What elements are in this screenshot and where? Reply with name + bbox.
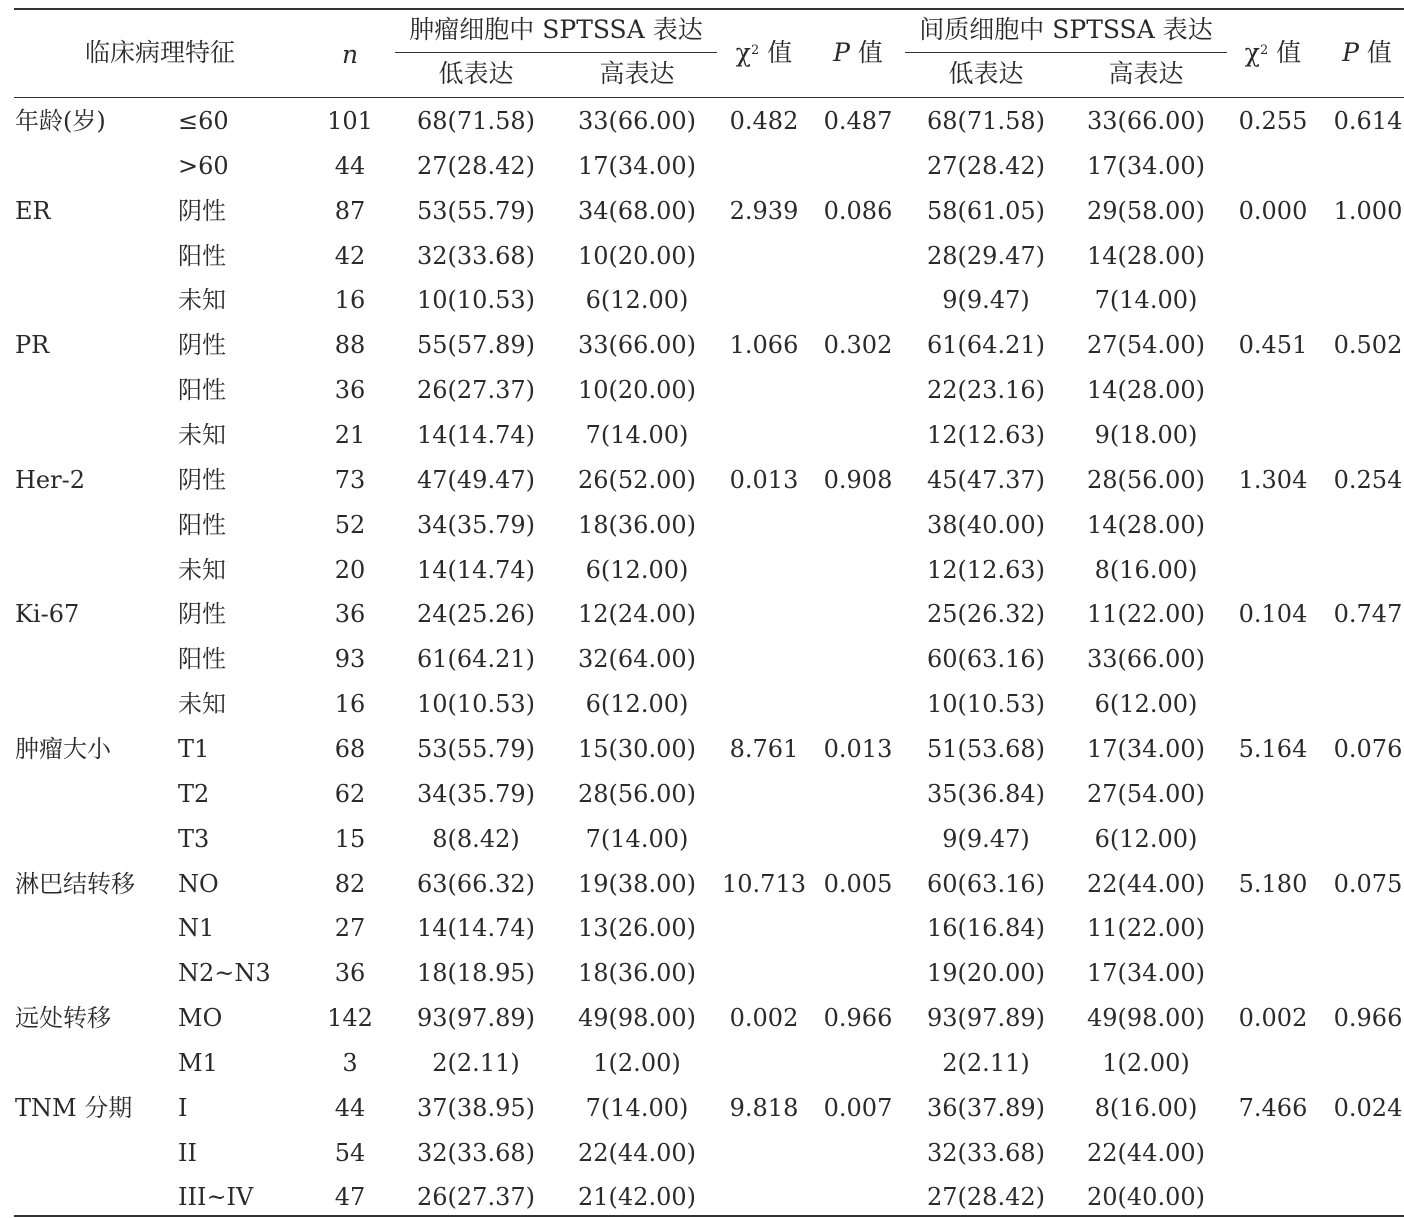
- cell-stroma-chi2: 0.002: [1238, 1004, 1308, 1032]
- cell-stroma-high: 17(34.00): [1087, 959, 1205, 988]
- cell-stroma-low: 25(26.32): [927, 600, 1045, 629]
- cell-n: 42: [334, 241, 366, 270]
- cell-stroma-chi2: 0.000: [1238, 196, 1308, 225]
- cell-stroma-low: 32(33.68): [927, 1138, 1045, 1167]
- cell-tumor-high: 10(20.00): [578, 376, 696, 405]
- cell-tumor-high: 32(64.00): [578, 645, 696, 674]
- cell-feature: 肿瘤大小: [15, 734, 111, 763]
- chi-superscript: 2: [750, 43, 760, 58]
- value-suffix: 值: [1366, 38, 1392, 67]
- cell-n: 62: [334, 779, 366, 808]
- cell-subgroup: >60: [178, 151, 229, 180]
- cell-stroma-high: 17(34.00): [1087, 151, 1205, 180]
- cell-tumor-high: 21(42.00): [578, 1183, 696, 1212]
- cell-subgroup: T1: [178, 734, 210, 763]
- cell-stroma-chi2: 0.104: [1238, 600, 1308, 629]
- cell-stroma-low: 51(53.68): [927, 734, 1045, 763]
- cell-stroma-low: 9(9.47): [942, 286, 1030, 315]
- cell-stroma-p: 0.614: [1333, 107, 1403, 135]
- header-stroma-low: 低表达: [948, 59, 1024, 88]
- header-stroma-high: 高表达: [1108, 59, 1184, 88]
- cell-tumor-low: 26(27.37): [417, 1183, 535, 1212]
- cell-tumor-low: 8(8.42): [432, 824, 520, 853]
- cell-stroma-low: 12(12.63): [927, 555, 1045, 584]
- cell-tumor-chi2: 1.066: [729, 331, 799, 360]
- cell-subgroup: 未知: [178, 286, 226, 315]
- p-symbol: P: [833, 38, 850, 67]
- cell-tumor-high: 18(36.00): [578, 959, 696, 988]
- cell-stroma-low: 36(37.89): [927, 1093, 1045, 1122]
- cell-n: 15: [334, 824, 366, 853]
- cell-tumor-low: 10(10.53): [417, 286, 535, 315]
- cell-tumor-high: 18(36.00): [578, 510, 696, 539]
- cell-stroma-high: 6(12.00): [1094, 690, 1198, 719]
- cell-subgroup: III~IV: [178, 1183, 254, 1212]
- cell-tumor-high: 13(26.00): [578, 914, 696, 943]
- cell-tumor-chi2: 0.482: [729, 107, 799, 135]
- cell-tumor-low: 32(33.68): [417, 241, 535, 270]
- cell-subgroup: 未知: [178, 420, 226, 449]
- cell-subgroup: 阴性: [178, 465, 226, 494]
- cell-stroma-p: 0.502: [1333, 331, 1403, 360]
- cell-tumor-chi2: 8.761: [729, 734, 799, 763]
- cell-tumor-low: 53(55.79): [417, 196, 535, 225]
- cell-n: 54: [334, 1138, 366, 1167]
- cell-tumor-low: 63(66.32): [417, 869, 535, 898]
- cell-stroma-high: 22(44.00): [1087, 869, 1205, 898]
- cell-tumor-low: 34(35.79): [417, 779, 535, 808]
- header-stroma-group: 间质细胞中 SPTSSA 表达: [919, 15, 1213, 44]
- cell-feature: 年龄(岁): [15, 107, 106, 135]
- cell-tumor-low: 14(14.74): [417, 555, 535, 584]
- chi-symbol: χ: [735, 38, 751, 67]
- cell-stroma-high: 6(12.00): [1094, 824, 1198, 853]
- header-stroma-p: [1342, 38, 1392, 68]
- cell-n: 16: [334, 690, 366, 719]
- cell-tumor-p: 0.086: [823, 196, 893, 225]
- header-bottom-rule: [14, 97, 1404, 98]
- cell-stroma-low: 10(10.53): [927, 690, 1045, 719]
- cell-stroma-low: 45(47.37): [927, 465, 1045, 494]
- cell-tumor-chi2: 2.939: [729, 196, 799, 225]
- value-suffix: 值: [767, 38, 793, 67]
- p-symbol: P: [1342, 38, 1359, 67]
- cell-tumor-low: 68(71.58): [417, 107, 535, 135]
- cell-stroma-low: 35(36.84): [927, 779, 1045, 808]
- cell-feature: PR: [15, 331, 50, 360]
- cell-n: 82: [334, 869, 366, 898]
- cell-stroma-high: 14(28.00): [1087, 376, 1205, 405]
- cell-tumor-p: 0.013: [823, 734, 893, 763]
- header-feature: 临床病理特征: [84, 38, 236, 67]
- cell-stroma-p: 0.024: [1333, 1093, 1403, 1122]
- cell-tumor-high: 33(66.00): [578, 107, 696, 135]
- cell-n: 68: [334, 734, 366, 763]
- cell-n: 52: [334, 510, 366, 539]
- cell-subgroup: I: [178, 1093, 188, 1122]
- cell-stroma-low: 19(20.00): [927, 959, 1045, 988]
- cell-subgroup: ≤60: [178, 107, 229, 135]
- cell-subgroup: 阳性: [178, 376, 226, 405]
- cell-stroma-low: 28(29.47): [927, 241, 1045, 270]
- cell-tumor-low: 24(25.26): [417, 600, 535, 629]
- cell-tumor-p: 0.908: [823, 465, 893, 494]
- cell-n: 88: [334, 331, 366, 360]
- cell-stroma-high: 17(34.00): [1087, 734, 1205, 763]
- cell-tumor-chi2: 10.713: [722, 869, 806, 898]
- cell-subgroup: 阳性: [178, 241, 226, 270]
- cell-tumor-p: 0.487: [823, 107, 893, 135]
- cell-stroma-low: 61(64.21): [927, 331, 1045, 360]
- cell-n: 36: [334, 600, 366, 629]
- cell-n: 21: [334, 420, 366, 449]
- cell-stroma-high: 1(2.00): [1102, 1048, 1190, 1077]
- cell-feature: TNM 分期: [15, 1093, 133, 1122]
- cell-stroma-p: 0.076: [1333, 734, 1403, 763]
- cell-stroma-low: 9(9.47): [942, 824, 1030, 853]
- cell-feature: ER: [15, 196, 51, 225]
- cell-tumor-low: 27(28.42): [417, 151, 535, 180]
- cell-tumor-high: 7(14.00): [585, 420, 689, 449]
- cell-tumor-low: 10(10.53): [417, 690, 535, 719]
- cell-tumor-high: 49(98.00): [578, 1004, 696, 1032]
- cell-subgroup: 阴性: [178, 331, 226, 360]
- cell-tumor-chi2: 0.002: [729, 1004, 799, 1032]
- cell-stroma-high: 28(56.00): [1087, 465, 1205, 494]
- cell-stroma-low: 27(28.42): [927, 1183, 1045, 1212]
- cell-tumor-low: 2(2.11): [432, 1048, 520, 1077]
- cell-subgroup: 未知: [178, 690, 226, 719]
- cell-subgroup: 阳性: [178, 645, 226, 674]
- cell-stroma-chi2: 0.451: [1238, 331, 1308, 360]
- cell-stroma-high: 8(16.00): [1094, 1093, 1198, 1122]
- cell-stroma-high: 11(22.00): [1087, 914, 1205, 943]
- cell-stroma-low: 12(12.63): [927, 420, 1045, 449]
- cell-n: 27: [334, 914, 366, 943]
- cell-tumor-high: 15(30.00): [578, 734, 696, 763]
- cell-subgroup: M1: [178, 1048, 218, 1077]
- cell-tumor-low: 53(55.79): [417, 734, 535, 763]
- top-rule: [14, 8, 1404, 10]
- cell-subgroup: II: [178, 1138, 197, 1167]
- cell-tumor-low: 14(14.74): [417, 420, 535, 449]
- cell-stroma-high: 7(14.00): [1094, 286, 1198, 315]
- cell-stroma-low: 68(71.58): [927, 107, 1045, 135]
- cell-tumor-low: 32(33.68): [417, 1138, 535, 1167]
- cell-tumor-high: 7(14.00): [585, 824, 689, 853]
- cell-tumor-high: 6(12.00): [585, 690, 689, 719]
- cell-n: 16: [334, 286, 366, 315]
- cell-n: 36: [334, 376, 366, 405]
- cell-tumor-high: 1(2.00): [593, 1048, 681, 1077]
- cell-stroma-low: 16(16.84): [927, 914, 1045, 943]
- cell-stroma-low: 38(40.00): [927, 510, 1045, 539]
- cell-stroma-p: 0.254: [1333, 465, 1403, 494]
- bottom-rule: [14, 1215, 1404, 1217]
- header-tumor-low: 低表达: [438, 59, 514, 88]
- cell-subgroup: 阳性: [178, 510, 226, 539]
- cell-stroma-high: 8(16.00): [1094, 555, 1198, 584]
- cell-subgroup: NO: [178, 869, 219, 898]
- cell-stroma-high: 9(18.00): [1094, 420, 1198, 449]
- header-tumor-chi: [736, 38, 792, 68]
- cell-feature: 远处转移: [15, 1004, 111, 1032]
- cell-stroma-low: 27(28.42): [927, 151, 1045, 180]
- cell-tumor-high: 34(68.00): [578, 196, 696, 225]
- cell-stroma-high: 29(58.00): [1087, 196, 1205, 225]
- header-stroma-chi: [1245, 38, 1301, 68]
- cell-stroma-high: 22(44.00): [1087, 1138, 1205, 1167]
- cell-tumor-p: 0.966: [823, 1004, 893, 1032]
- cell-tumor-p: 0.007: [823, 1093, 893, 1122]
- cell-n: 142: [327, 1004, 373, 1032]
- cell-subgroup: N1: [178, 914, 215, 943]
- header-tumor-p: [833, 38, 883, 68]
- cell-stroma-high: 27(54.00): [1087, 779, 1205, 808]
- cell-stroma-high: 14(28.00): [1087, 510, 1205, 539]
- cell-stroma-low: 58(61.05): [927, 196, 1045, 225]
- cell-stroma-p: 0.966: [1333, 1004, 1403, 1032]
- cell-n: 20: [334, 555, 366, 584]
- cell-tumor-low: 61(64.21): [417, 645, 535, 674]
- cell-feature: 淋巴结转移: [15, 869, 135, 898]
- cell-tumor-high: 10(20.00): [578, 241, 696, 270]
- cell-subgroup: T2: [178, 779, 210, 808]
- cell-stroma-chi2: 0.255: [1238, 107, 1308, 135]
- cell-stroma-high: 20(40.00): [1087, 1183, 1205, 1212]
- cell-stroma-high: 11(22.00): [1087, 600, 1205, 629]
- cell-n: 87: [334, 196, 366, 225]
- cell-n: 101: [327, 107, 373, 135]
- chi-symbol: χ: [1244, 38, 1260, 67]
- header-n: n: [341, 40, 359, 69]
- cell-tumor-p: 0.005: [823, 869, 893, 898]
- cell-stroma-low: 93(97.89): [927, 1004, 1045, 1032]
- cell-stroma-low: 60(63.16): [927, 869, 1045, 898]
- cell-n: 44: [334, 151, 366, 180]
- cell-tumor-low: 18(18.95): [417, 959, 535, 988]
- header-tumor-high: 高表达: [599, 59, 675, 88]
- cell-tumor-low: 34(35.79): [417, 510, 535, 539]
- cell-tumor-p: 0.302: [823, 331, 893, 360]
- cell-tumor-low: 14(14.74): [417, 914, 535, 943]
- cell-feature: Ki-67: [15, 600, 80, 629]
- stroma-group-rule: [905, 52, 1227, 53]
- cell-stroma-chi2: 5.180: [1238, 869, 1308, 898]
- cell-stroma-chi2: 5.164: [1238, 734, 1308, 763]
- cell-stroma-p: 0.747: [1333, 600, 1403, 629]
- cell-stroma-high: 33(66.00): [1087, 107, 1205, 135]
- cell-tumor-high: 17(34.00): [578, 151, 696, 180]
- value-suffix: 值: [1276, 38, 1302, 67]
- cell-subgroup: 阴性: [178, 196, 226, 225]
- cell-stroma-high: 49(98.00): [1087, 1004, 1205, 1032]
- cell-tumor-low: 47(49.47): [417, 465, 535, 494]
- cell-stroma-low: 60(63.16): [927, 645, 1045, 674]
- cell-stroma-low: 2(2.11): [942, 1048, 1030, 1077]
- cell-stroma-high: 27(54.00): [1087, 331, 1205, 360]
- cell-tumor-low: 55(57.89): [417, 331, 535, 360]
- cell-stroma-p: 1.000: [1333, 196, 1403, 225]
- chi-superscript: 2: [1259, 43, 1269, 58]
- cell-n: 36: [334, 959, 366, 988]
- cell-tumor-low: 37(38.95): [417, 1093, 535, 1122]
- cell-tumor-high: 7(14.00): [585, 1093, 689, 1122]
- cell-tumor-high: 26(52.00): [578, 465, 696, 494]
- cell-n: 44: [334, 1093, 366, 1122]
- cell-n: 93: [334, 645, 366, 674]
- cell-tumor-high: 28(56.00): [578, 779, 696, 808]
- value-suffix: 值: [857, 38, 883, 67]
- cell-stroma-low: 22(23.16): [927, 376, 1045, 405]
- cell-tumor-high: 19(38.00): [578, 869, 696, 898]
- cell-n: 73: [334, 465, 366, 494]
- cell-stroma-high: 14(28.00): [1087, 241, 1205, 270]
- cell-tumor-low: 93(97.89): [417, 1004, 535, 1032]
- cell-subgroup: T3: [178, 824, 210, 853]
- cell-tumor-chi2: 0.013: [729, 465, 799, 494]
- cell-subgroup: N2~N3: [178, 959, 271, 988]
- cell-subgroup: MO: [178, 1004, 223, 1032]
- cell-subgroup: 阴性: [178, 600, 226, 629]
- cell-tumor-high: 6(12.00): [585, 555, 689, 584]
- cell-stroma-p: 0.075: [1333, 869, 1403, 898]
- cell-n: 3: [342, 1048, 358, 1077]
- cell-stroma-high: 33(66.00): [1087, 645, 1205, 674]
- cell-subgroup: 未知: [178, 555, 226, 584]
- cell-stroma-chi2: 7.466: [1238, 1093, 1308, 1122]
- cell-stroma-chi2: 1.304: [1238, 465, 1308, 494]
- cell-tumor-high: 22(44.00): [578, 1138, 696, 1167]
- cell-n: 47: [334, 1183, 366, 1212]
- cell-tumor-chi2: 9.818: [729, 1093, 799, 1122]
- tumor-group-rule: [395, 52, 717, 53]
- cell-feature: Her-2: [15, 465, 85, 494]
- cell-tumor-high: 6(12.00): [585, 286, 689, 315]
- cell-tumor-high: 12(24.00): [578, 600, 696, 629]
- header-tumor-group: 肿瘤细胞中 SPTSSA 表达: [409, 15, 703, 44]
- cell-tumor-low: 26(27.37): [417, 376, 535, 405]
- cell-tumor-high: 33(66.00): [578, 331, 696, 360]
